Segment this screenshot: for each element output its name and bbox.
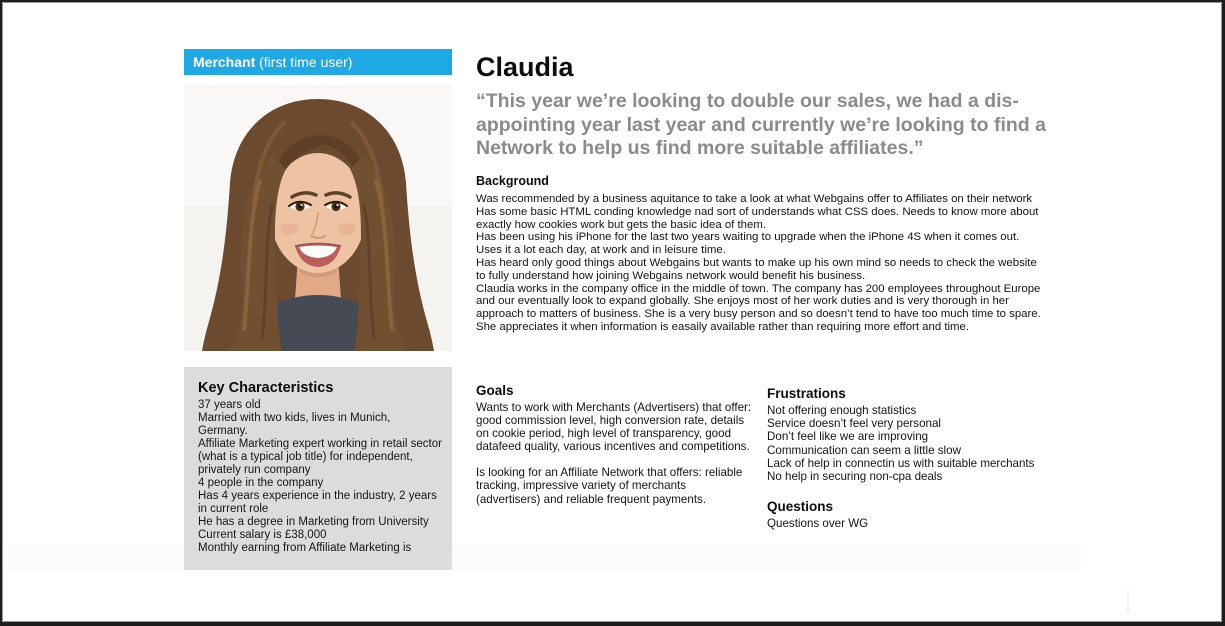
persona-photo: [184, 85, 452, 351]
characteristic-item: Has 4 years experience in the industry, 2 years in current role: [198, 490, 437, 515]
characteristic-item: Monthly earning from Affiliate Marketing is: [198, 542, 412, 554]
persona-quote: “This year we’re looking to double our sales, we had a disappointing year last year and currently we’re looking to find a Network to help us find more suitable affiliates.”: [476, 90, 1046, 159]
frustrations-questions-column: [767, 386, 1097, 530]
frustration-item: Lack of help in connectin us with suitable merchants: [767, 456, 1035, 470]
characteristic-item: He has a degree in Marketing from University: [198, 516, 429, 528]
background-line: Claudia works in the company office in the middle of town. The company has 200 employees throughout Europe and our eventually look to expand globally. She enjoys most of her work duties and is very thorough in her approach to matters of business. She is a very busy person and so doesn’t tend to have too much time to spare. She appreciates it when information is easaily available rather than requiring more effort and time.: [476, 282, 1041, 333]
frustration-item: Communication can seem a little slow: [767, 443, 961, 457]
persona-document-page: [2, 2, 1222, 622]
key-characteristics-heading: Key Characteristics: [198, 380, 334, 396]
frustration-item: Service doesn’t feel very personal: [767, 417, 941, 431]
goals-section: [476, 383, 752, 519]
frustration-item: Not offering enough statistics: [767, 404, 917, 417]
background-line: Has heard only good things about Webgains but wants to make up his own mind so needs to check the website to fully understand how joining Webgains network would benefit his business.: [476, 256, 1037, 282]
background-text: [476, 193, 1048, 334]
characteristic-item: Affiliate Marketing expert working in retail sector (what is a typical job title) for independent, privately run company: [198, 438, 442, 476]
characteristic-item: 37 years old: [198, 399, 261, 411]
frustration-item: Don’t feel like we are improving: [767, 430, 929, 444]
characteristic-item: Married with two kids, lives in Munich, Germany.: [198, 412, 391, 437]
faint-background-strip: [3, 545, 1081, 571]
persona-name: Claudia: [476, 52, 574, 82]
goals-heading: Goals: [476, 383, 514, 398]
question-item: Questions over WG: [767, 517, 869, 531]
background-line: Was recommended by a business aquitance to take a look at what Webgains offer to Affiliates on their network: [476, 193, 1033, 205]
goals-paragraph: Is looking for an Affiliate Network that offers: reliable tracking, impressive variety of merchants (advertisers) and reliable frequent payments.: [476, 466, 743, 506]
background-heading: Background: [476, 174, 549, 188]
characteristic-item: Current salary is £38,000: [198, 529, 327, 541]
persona-role-suffix: (first time user): [255, 54, 353, 70]
persona-role-label: Merchant: [193, 54, 256, 70]
persona-type-banner: [184, 49, 452, 75]
questions-heading: Questions: [767, 499, 834, 515]
key-characteristics-panel: [184, 367, 452, 570]
portrait-illustration: [184, 85, 452, 351]
goals-paragraph: Wants to work with Merchants (Advertisers) that offer: good commission level, high conversion rate, details on cookie period, high level of transparency, good datafeed quality, various incentives and competitions.: [476, 401, 752, 454]
frustrations-heading: Frustrations: [767, 386, 846, 401]
cursor-artifact: [1127, 591, 1129, 613]
frustration-item: No help in securing non-cpa deals: [767, 470, 943, 484]
characteristic-item: 4 people in the company: [198, 477, 324, 489]
background-line: Has some basic HTML conding knowledge nad sort of understands what CSS does. Needs to know more about exactly how cookies work but gets the basic idea of them.: [476, 205, 1039, 231]
background-line: Has been using his iPhone for the last two years waiting to upgrade when the iPhone 4S when it comes out. Uses it a lot each day, at work and in leisure time.: [476, 231, 1020, 257]
